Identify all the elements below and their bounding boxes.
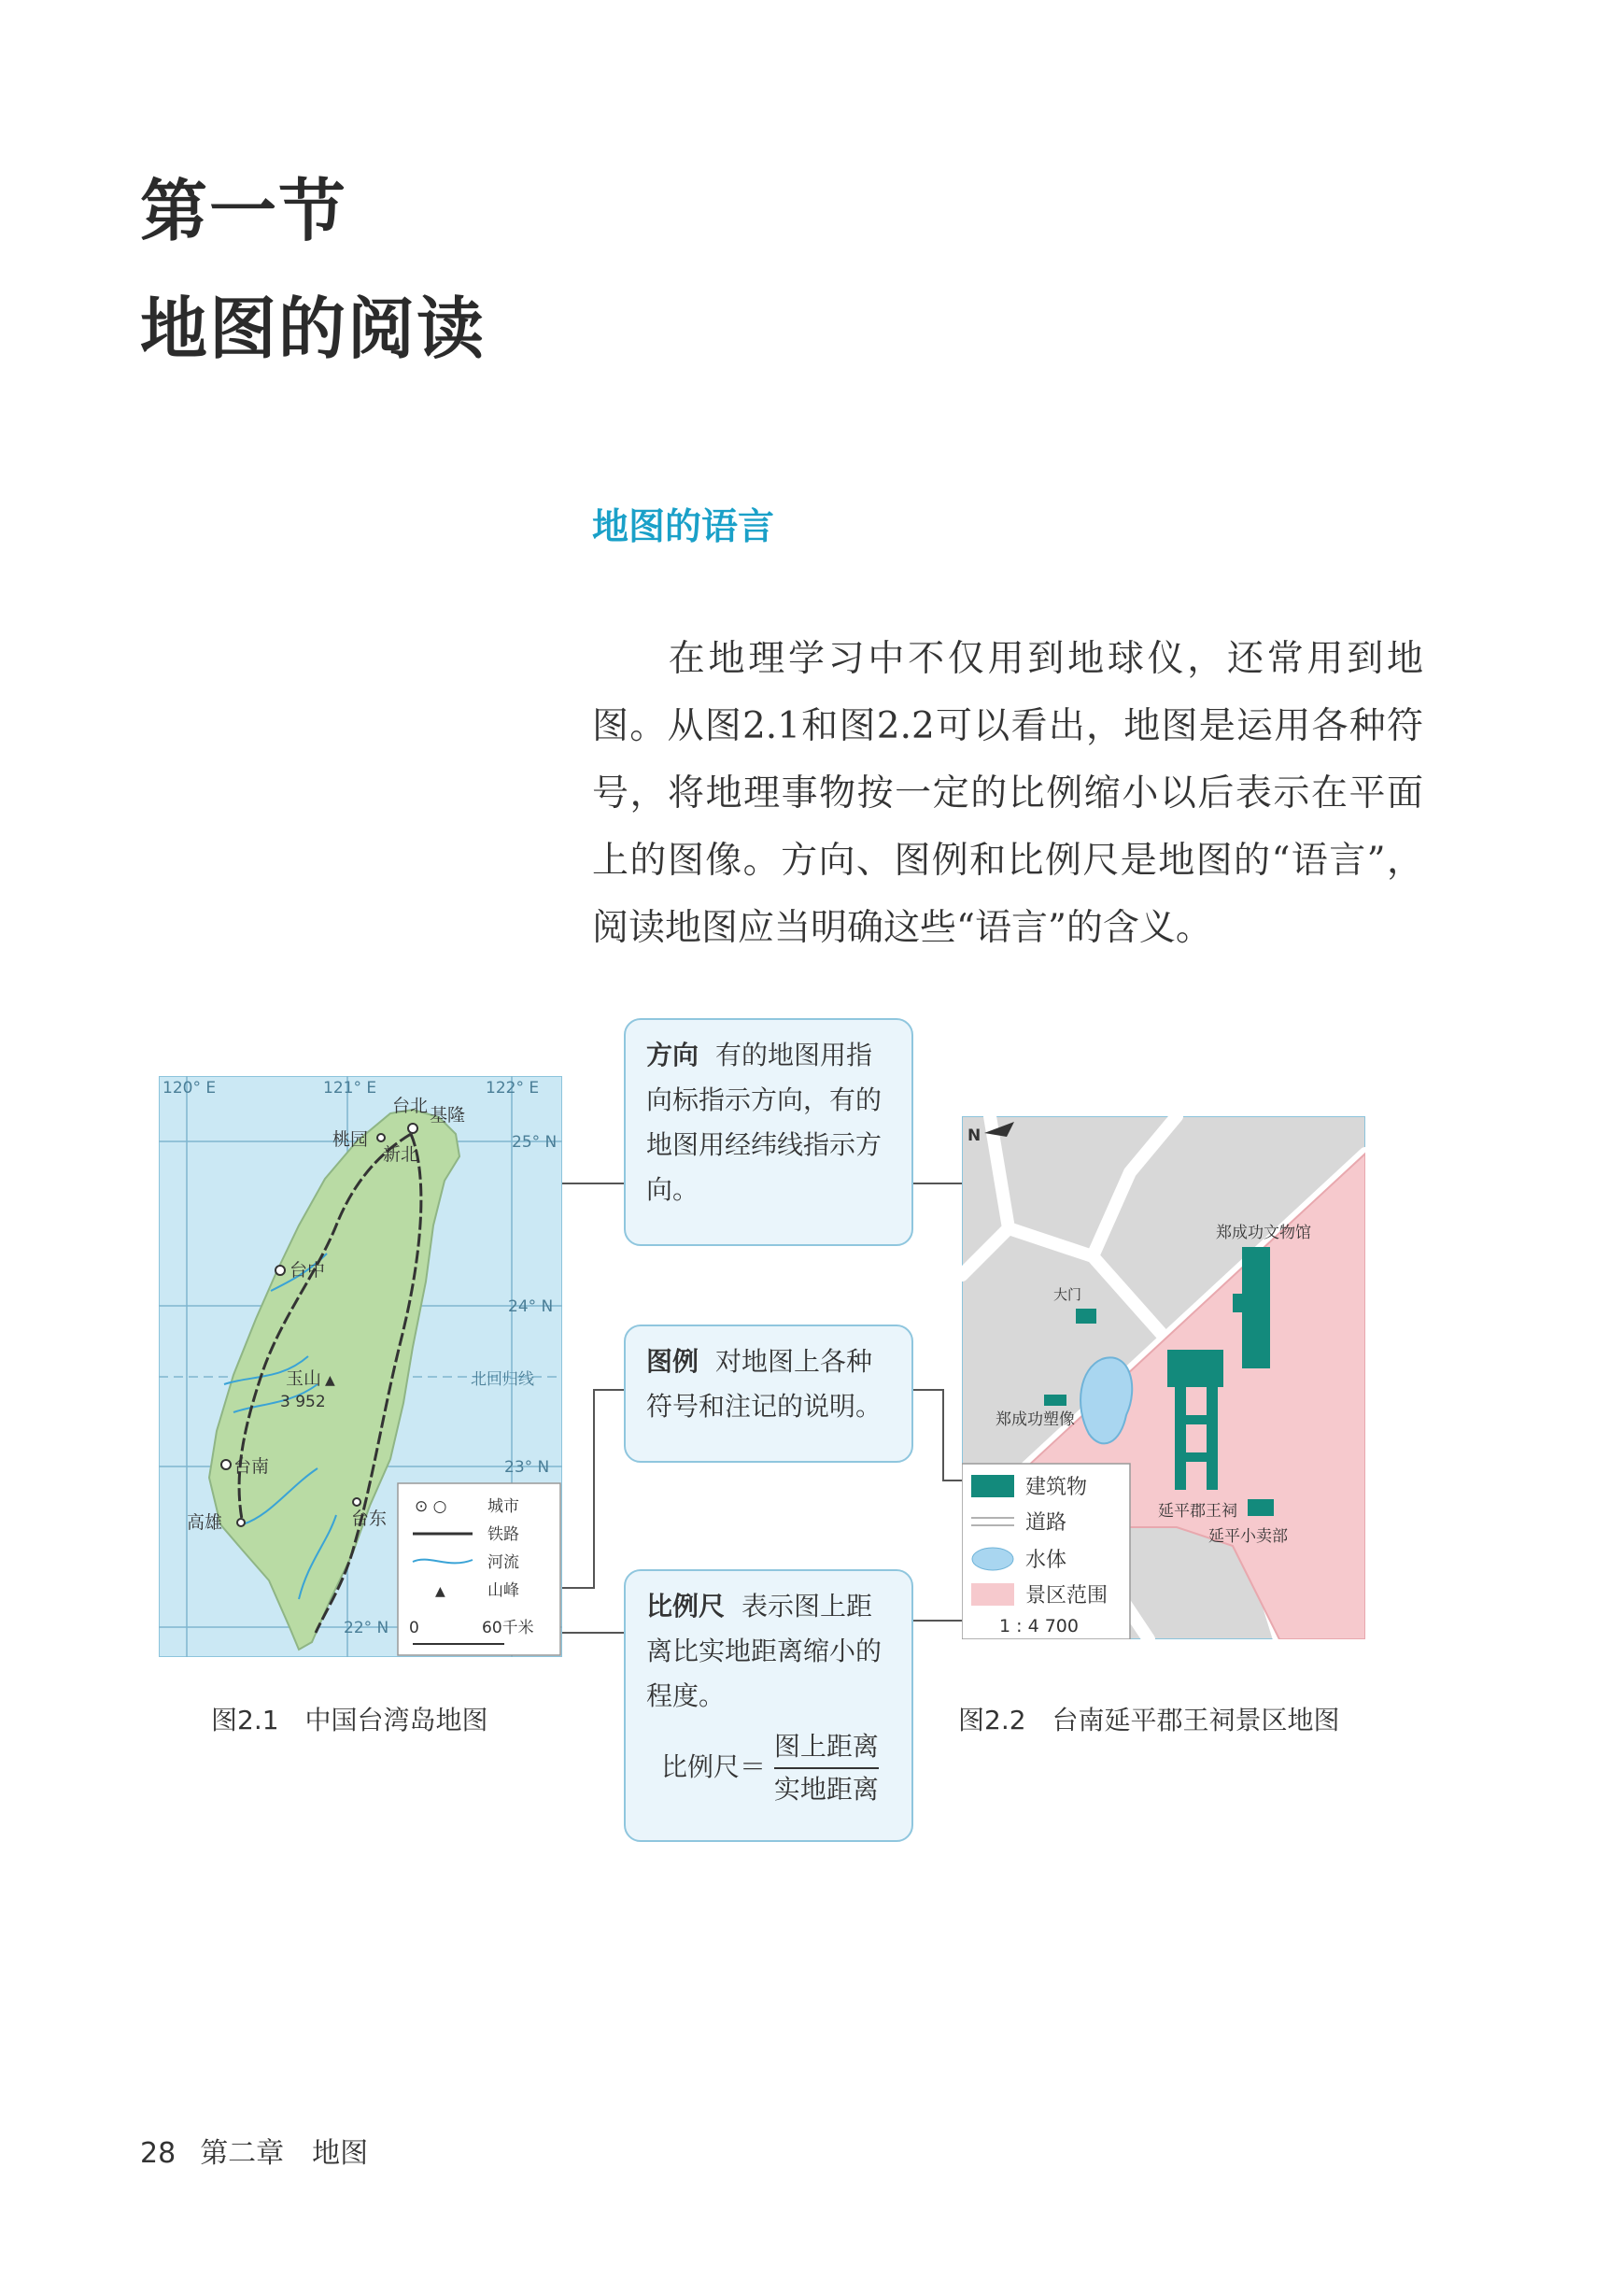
callout-scale	[624, 1569, 913, 1842]
callout-direction	[624, 1018, 913, 1246]
city-taitung: 台东	[351, 1509, 388, 1529]
callout-text-direction: 有的地图用指向标指示方向，有的地图用经纬线指示方向。	[646, 1040, 883, 1205]
formula-fraction	[774, 1726, 879, 1810]
formula-numerator: 图上距离	[774, 1726, 879, 1769]
page-number: 28	[140, 2137, 177, 2170]
callout-term-legend: 图例	[646, 1346, 699, 1377]
legend-peak-symbol: ▲	[435, 1584, 445, 1599]
legend-road-label: 道路	[1025, 1511, 1067, 1535]
callout-term-direction: 方向	[646, 1040, 699, 1070]
chapter-section-number: 第一节	[140, 172, 348, 250]
lat-label-23: 23° N	[504, 1458, 550, 1477]
legend-area-label: 景区范围	[1025, 1584, 1109, 1608]
paragraph-text: 在地理学习中不仅用到地球仪，还常用到地图。从图2.1和图2.2可以看出，地图是运用各种符号，将地理事物按一定的比例缩小以后表示在平面上的图像。方向、图例和比例尺是地图的“语言”，阅读地图应当明确这些“语言”的含义。	[592, 638, 1423, 949]
city-taichung: 台中	[289, 1260, 326, 1281]
park-map	[962, 1116, 1365, 1639]
legend-building-label: 建筑物	[1025, 1476, 1088, 1499]
city-tainan: 台南	[233, 1456, 270, 1477]
lat-label-24: 24° N	[508, 1297, 554, 1316]
tropic-label: 北回归线	[471, 1370, 534, 1389]
formula-denominator: 实地距离	[773, 1774, 879, 1805]
legend-city-label: 城市	[487, 1497, 519, 1516]
legend-railway-label: 铁路	[487, 1525, 519, 1544]
lon-label-120: 120° E	[162, 1079, 217, 1098]
chapter-name: 第二章 地图	[200, 2137, 369, 2170]
taiwan-map	[159, 1076, 562, 1657]
section-title: 地图的语言	[592, 506, 775, 548]
city-marker-taitung	[353, 1498, 360, 1506]
legend-area-symbol	[971, 1583, 1014, 1606]
legend-water-symbol	[972, 1548, 1013, 1570]
label-shop: 延平小卖部	[1208, 1527, 1288, 1546]
label-statue: 郑成功塑像	[996, 1410, 1075, 1429]
page-footer	[140, 2130, 368, 2171]
label-shrine: 延平郡王祠	[1158, 1502, 1237, 1521]
legend-building-symbol	[971, 1475, 1014, 1497]
label-gate: 大门	[1053, 1286, 1082, 1303]
city-taoyuan: 桃园	[332, 1129, 369, 1150]
scale-left: 0	[409, 1619, 419, 1637]
city-marker-tainan	[221, 1460, 231, 1469]
legend-city-symbol: ⊙ ○	[415, 1497, 447, 1516]
map-legend	[398, 1483, 560, 1655]
label-museum: 郑成功文物馆	[1216, 1224, 1311, 1242]
park-legend	[962, 1464, 1130, 1639]
scale-formula	[646, 1726, 891, 1810]
peak-name: 玉山	[286, 1368, 322, 1389]
scale-right: 60千米	[482, 1619, 534, 1637]
lat-label-25: 25° N	[512, 1133, 558, 1152]
peak-elevation: 3 952	[280, 1393, 326, 1411]
page-title: 地图的阅读	[140, 290, 487, 368]
callout-text-legend: 对地图上各种符号和注记的说明。	[646, 1346, 883, 1422]
city-taipei: 台北	[392, 1096, 429, 1116]
city-marker-taoyuan	[377, 1134, 385, 1141]
city-marker-taichung	[275, 1266, 285, 1275]
callout-term-scale: 比例尺	[646, 1591, 726, 1622]
lon-label-121: 121° E	[323, 1079, 377, 1098]
city-keelung: 基隆	[430, 1105, 466, 1126]
park-scale: 1 : 4 700	[999, 1616, 1079, 1636]
figure1-caption: 图2.1 中国台湾岛地图	[211, 1705, 488, 1735]
lat-label-22: 22° N	[344, 1619, 389, 1637]
city-marker-taipei	[408, 1124, 417, 1133]
legend-peak-label: 山峰	[487, 1581, 519, 1600]
lon-label-122: 122° E	[486, 1079, 540, 1098]
city-marker-kaohsiung	[237, 1519, 245, 1526]
formula-label: 比例尺＝	[661, 1751, 767, 1782]
callout-text-scale: 表示图上距离比实地距离缩小的程度。	[646, 1591, 883, 1711]
figure2-caption: 图2.2 台南延平郡王祠景区地图	[958, 1705, 1340, 1735]
city-kaohsiung: 高雄	[187, 1512, 223, 1533]
legend-river-label: 河流	[487, 1553, 519, 1572]
north-label: N	[967, 1126, 981, 1145]
callout-legend	[624, 1325, 913, 1463]
city-xinbei: 新北	[383, 1144, 419, 1165]
legend-water-label: 水体	[1025, 1549, 1067, 1572]
peak-icon: ▲	[325, 1373, 335, 1388]
